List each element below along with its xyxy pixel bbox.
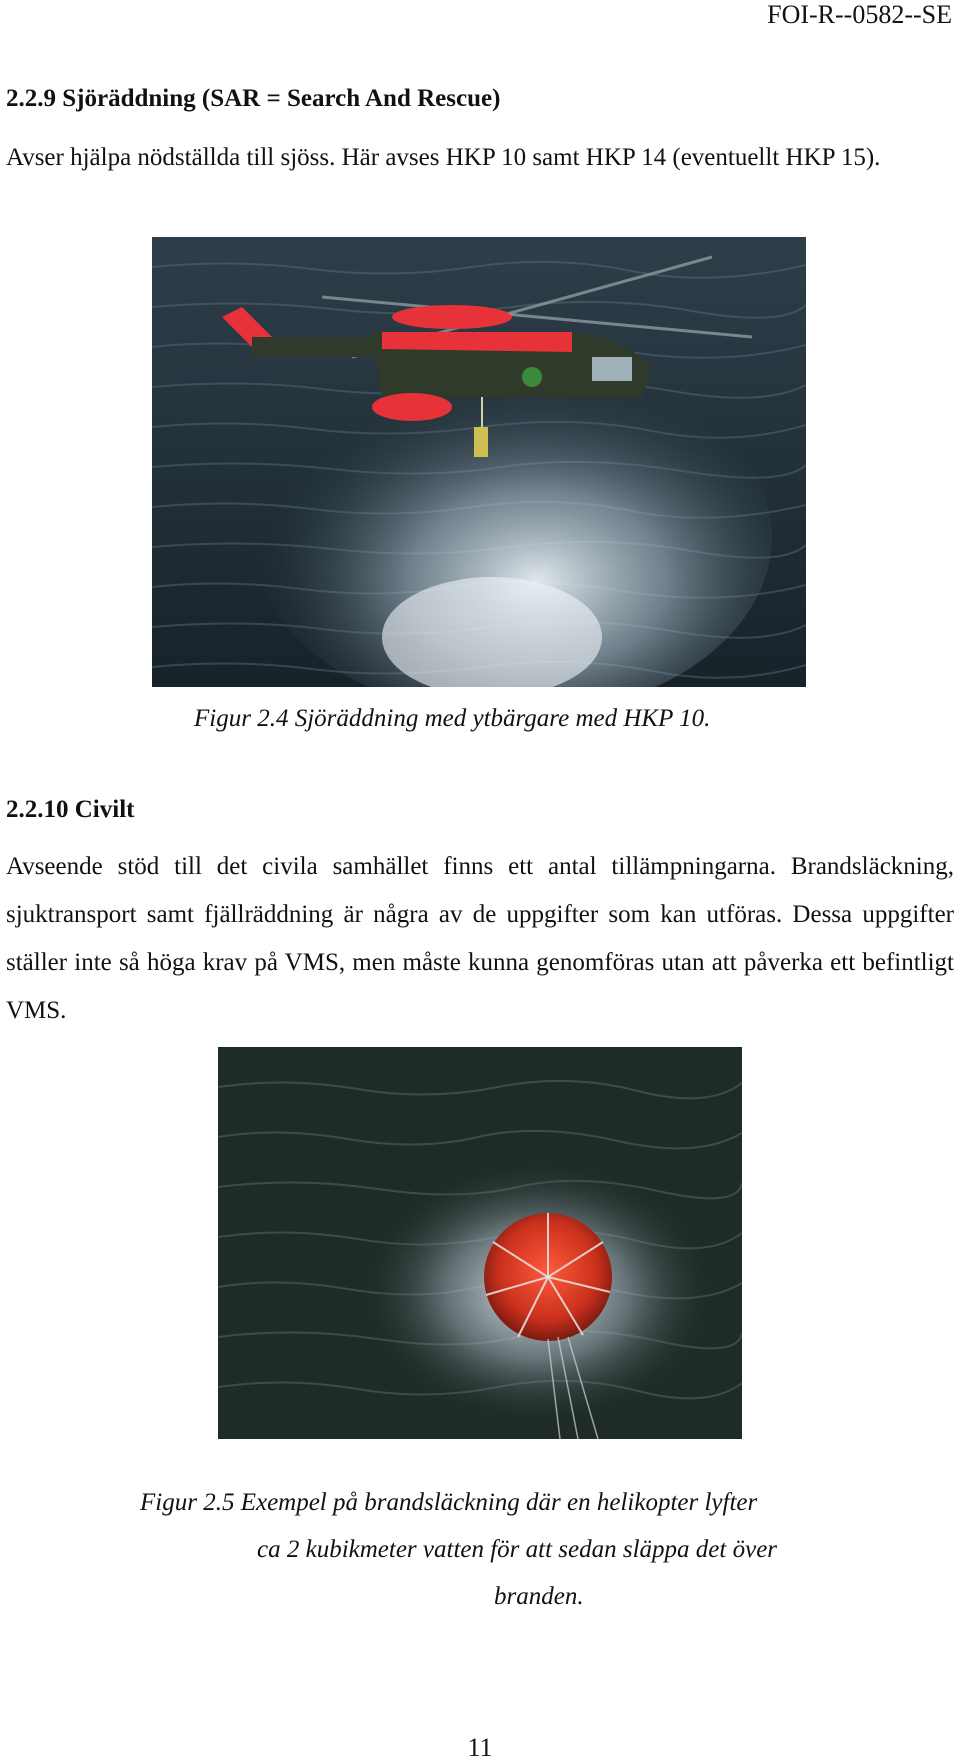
paragraph-sar: Avser hjälpa nödställda till sjöss. Här avses HKP 10 samt HKP 14 (eventuellt HKP 15). (6, 144, 881, 171)
figure-2-5-caption-line-2: ca 2 kubikmeter vatten för att sedan släppa det över (257, 1536, 778, 1563)
figure-2-4-helicopter-rescue-photo (152, 237, 806, 687)
section-heading-civilt: 2.2.10 Civilt (6, 796, 135, 823)
figure-2-4-caption: Figur 2.4 Sjöräddning med ytbärgare med HKP 10. (194, 705, 711, 732)
figure-2-5-fire-bucket-photo (218, 1047, 742, 1439)
section-heading-sar: 2.2.9 Sjöräddning (SAR = Search And Rescue) (6, 85, 501, 112)
page-number: 11 (467, 1733, 493, 1762)
figure-2-5-caption-line-3: branden. (494, 1583, 584, 1610)
document-id: FOI-R--0582--SE (767, 0, 952, 29)
figure-2-5-caption-line-1: Figur 2.5 Exempel på brandsläckning där en helikopter lyfter (140, 1489, 758, 1516)
paragraph-civilt: Avseende stöd till det civila samhället finns ett antal tillämpningarna. Brandsläckning, sjuktransport samt fjällräddning är några av de uppgifter som kan utföras. Dessa uppgifter ställer inte så höga krav på VMS, men måste kunna genomföras utan att påverka ett befintligt VMS. (6, 853, 954, 1024)
